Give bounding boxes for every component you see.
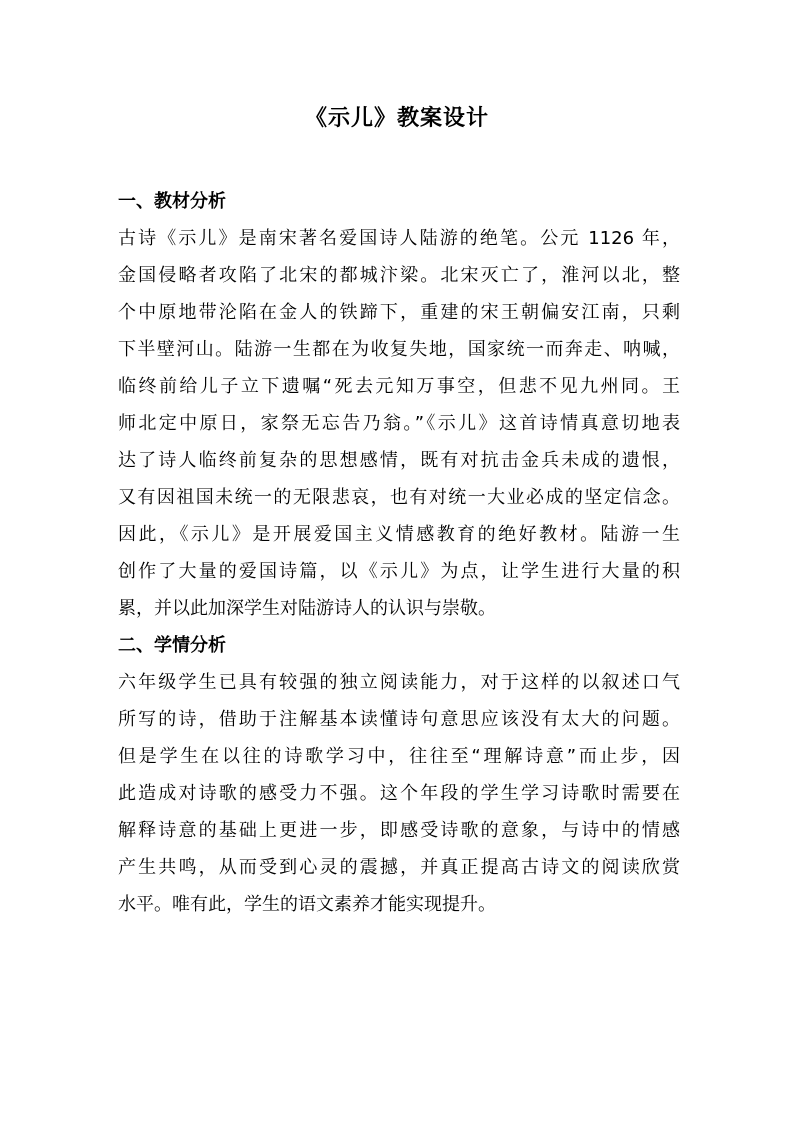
- paragraph-line: 累，并以此加深学生对陆游诗人的认识与崇敬。: [118, 598, 496, 619]
- paragraph-line: 因此，《示儿》是开展爱国主义情感教育的绝好教材。陆游一生: [118, 524, 680, 545]
- paragraph-line: 金国侵略者攻陷了北宋的都城汴梁。北宋灭亡了，淮河以北，整: [118, 265, 680, 286]
- paragraph-line: 古诗《示儿》是南宋著名爱国诗人陆游的绝笔。公元 1126 年，: [118, 228, 680, 249]
- paragraph-line: 又有因祖国未统一的无限悲哀，也有对统一大业必成的坚定信念。: [118, 487, 680, 508]
- section-paragraph-learner-analysis: [118, 664, 680, 923]
- paragraph-line: 所写的诗，借助于注解基本读懂诗句意思应该没有太大的问题。: [118, 709, 680, 730]
- paragraph-line: 师北定中原日，家祭无忘告乃翁。”《示儿》这首诗情真意切地表: [118, 413, 680, 434]
- paragraph-line: 水平。唯有此，学生的语文素养才能实现提升。: [118, 894, 496, 915]
- paragraph-line: 创作了大量的爱国诗篇，以《示儿》为点，让学生进行大量的积: [118, 561, 680, 582]
- section-heading-textbook-analysis: 一、教材分析: [118, 191, 226, 212]
- paragraph-line: 下半壁河山。陆游一生都在为收复失地，国家统一而奔走、呐喊，: [118, 339, 680, 360]
- document-body: [118, 183, 680, 923]
- paragraph-line: 六年级学生已具有较强的独立阅读能力，对于这样的以叙述口气: [118, 672, 680, 693]
- paragraph-line: 个中原地带沦陷在金人的铁蹄下，重建的宋王朝偏安江南，只剩: [118, 302, 680, 323]
- paragraph-line: 此造成对诗歌的感受力不强。这个年段的学生学习诗歌时需要在: [118, 783, 680, 804]
- paragraph-line: 产生共鸣，从而受到心灵的震撼，并真正提高古诗文的阅读欣赏: [118, 857, 680, 878]
- document-title: 《示儿》教案设计: [304, 106, 489, 131]
- paragraph-line: 但是学生在以往的诗歌学习中，往往至“理解诗意”而止步，因: [118, 746, 680, 767]
- paragraph-line: 临终前给儿子立下遗嘱“死去元知万事空，但悲不见九州同。王: [118, 376, 680, 397]
- section-paragraph-textbook-analysis: [118, 220, 680, 627]
- section-heading-learner-analysis: 二、学情分析: [118, 635, 226, 656]
- paragraph-line: 解释诗意的基础上更进一步，即感受诗歌的意象，与诗中的情感: [118, 820, 680, 841]
- paragraph-line: 达了诗人临终前复杂的思想感情，既有对抗击金兵未成的遗恨，: [118, 450, 680, 471]
